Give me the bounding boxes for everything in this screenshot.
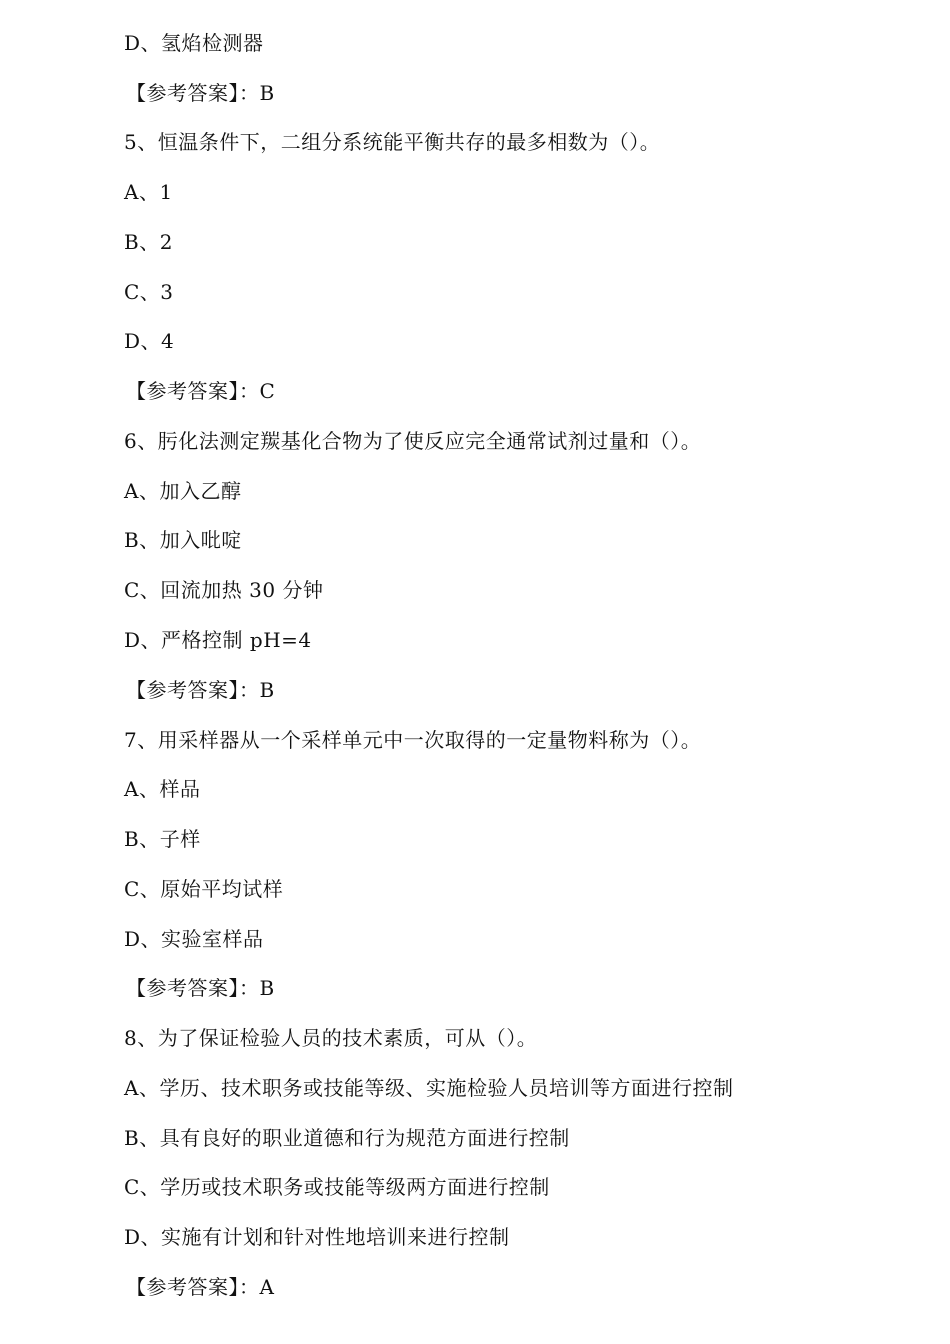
option-text: C、3 bbox=[124, 280, 174, 304]
answer-label: 【参考答案】 bbox=[126, 976, 239, 1000]
option-text: D、氢焰检测器 bbox=[124, 31, 264, 55]
answer-line bbox=[126, 678, 275, 702]
option-text: D、实验室样品 bbox=[124, 927, 264, 951]
option-text: D、严格控制 pH=4 bbox=[124, 628, 312, 652]
option-text: B、具有良好的职业道德和行为规范方面进行控制 bbox=[124, 1126, 570, 1150]
question-text: 6、肟化法测定羰基化合物为了使反应完全通常试剂过量和（）。 bbox=[124, 429, 702, 453]
option-text: C、原始平均试样 bbox=[124, 877, 284, 901]
option-text: C、学历或技术职务或技能等级两方面进行控制 bbox=[124, 1175, 550, 1199]
option-text: B、加入吡啶 bbox=[124, 528, 242, 552]
answer-value: A bbox=[259, 1275, 275, 1299]
option-text: B、2 bbox=[124, 230, 173, 254]
option-text: B、子样 bbox=[124, 827, 201, 851]
answer-line bbox=[126, 976, 275, 1000]
answer-line bbox=[126, 379, 275, 403]
option-text: A、加入乙醇 bbox=[124, 479, 242, 503]
answer-value: B bbox=[259, 678, 275, 702]
option-text: D、4 bbox=[124, 329, 175, 353]
option-text: A、样品 bbox=[124, 777, 201, 801]
answer-line bbox=[126, 81, 275, 105]
answer-separator: ： bbox=[239, 379, 260, 403]
option-text: D、实施有计划和针对性地培训来进行控制 bbox=[124, 1225, 510, 1249]
option-text: C、回流加热 30 分钟 bbox=[124, 578, 324, 602]
answer-separator: ： bbox=[239, 1275, 260, 1299]
question-text: 5、恒温条件下，二组分系统能平衡共存的最多相数为（）。 bbox=[124, 130, 661, 154]
answer-label: 【参考答案】 bbox=[126, 1275, 239, 1299]
option-text: A、学历、技术职务或技能等级、实施检验人员培训等方面进行控制 bbox=[124, 1076, 734, 1100]
answer-separator: ： bbox=[239, 976, 260, 1000]
question-text: 7、用采样器从一个采样单元中一次取得的一定量物料称为（）。 bbox=[124, 728, 702, 752]
answer-separator: ： bbox=[239, 678, 260, 702]
answer-label: 【参考答案】 bbox=[126, 81, 239, 105]
answer-value: C bbox=[259, 379, 276, 403]
answer-label: 【参考答案】 bbox=[126, 678, 239, 702]
answer-value: B bbox=[259, 81, 275, 105]
question-text: 8、为了保证检验人员的技术素质，可从（）。 bbox=[124, 1026, 538, 1050]
answer-separator: ： bbox=[239, 81, 260, 105]
answer-value: B bbox=[259, 976, 275, 1000]
answer-line bbox=[126, 1275, 274, 1299]
answer-label: 【参考答案】 bbox=[126, 379, 239, 403]
option-text: A、1 bbox=[124, 180, 173, 204]
